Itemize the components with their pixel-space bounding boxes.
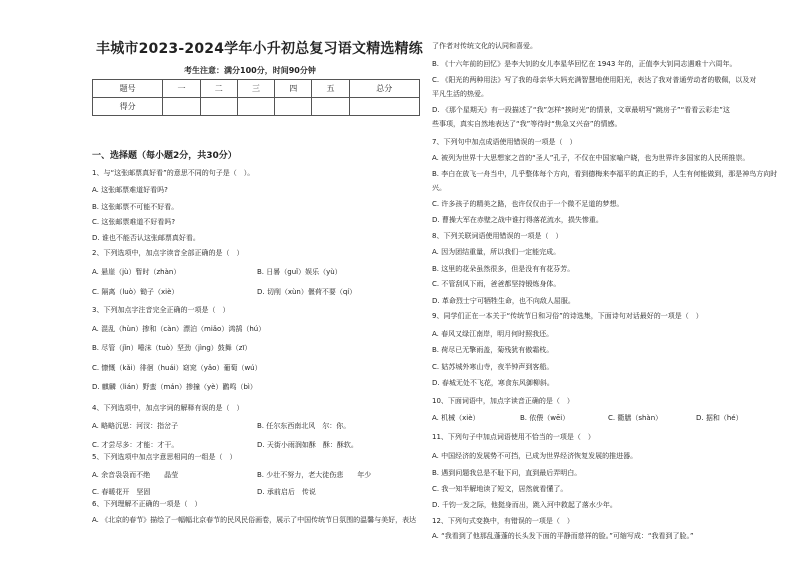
right-line bbox=[432, 414, 784, 423]
option-text: B. 日晷（guǐ）娱乐（yù） bbox=[257, 268, 342, 276]
score-cell[interactable] bbox=[237, 98, 274, 116]
right-line: B. 荷尽已无擎雨盖，菊残犹有傲霜枝。 bbox=[432, 346, 554, 354]
left-line bbox=[92, 422, 350, 431]
option-text: C. 衢膳（shàn） bbox=[608, 414, 663, 422]
option-text: C. 隔离（luò）锄子（xiè） bbox=[92, 288, 179, 296]
left-line bbox=[92, 288, 356, 297]
left-line: A. 《北京的春节》描绘了一幅幅北京春节的民风民俗画卷，展示了中国传统节日氛围的温馨与美好，表达 bbox=[92, 516, 417, 524]
right-line: A. 春风又绿江南岸，明月何时照我还。 bbox=[432, 330, 554, 338]
right-line: 平凡生活的热爱。 bbox=[432, 90, 488, 98]
right-line: 兴。 bbox=[432, 184, 446, 192]
option-text: D. 承前启后 传说 bbox=[257, 488, 316, 496]
score-table bbox=[92, 79, 420, 116]
score-header-cell: 五 bbox=[312, 80, 349, 98]
section-heading: 一、选择题（每小题2分，共30分） bbox=[92, 151, 237, 161]
score-header-cell: 二 bbox=[200, 80, 237, 98]
score-cell[interactable] bbox=[275, 98, 312, 116]
score-header-cell: 四 bbox=[275, 80, 312, 98]
right-line: 10、下面词语中，加点字读音正确的是（ ） bbox=[432, 397, 574, 405]
left-line bbox=[92, 268, 342, 277]
right-line: D. 千钧一发之际，他挺身而出，跳入河中救起了落水少年。 bbox=[432, 501, 617, 509]
score-cell[interactable] bbox=[312, 98, 349, 116]
option-text: A. 略略沉思：河汊：指岔子 bbox=[92, 422, 179, 430]
right-line: D. 《那个星期天》有一段描述了“我”怎样“挨时光”的情景，文章最明写“跳房子”“看看云彩走”这 bbox=[432, 106, 730, 114]
right-line: B. 遇到问题我总是不耻下问，直到最后弄明白。 bbox=[432, 469, 582, 477]
score-header-cell: 三 bbox=[237, 80, 274, 98]
left-line bbox=[92, 488, 316, 497]
right-line: 11、下列句子中加点词语使用不恰当的一项是（ ） bbox=[432, 433, 595, 441]
score-row-label: 得分 bbox=[93, 98, 163, 116]
left-line: 6、下列理解不正确的一项是（ ） bbox=[92, 500, 202, 508]
right-line: A. “我看到了他那乱蓬蓬的长头发下面的平静而慈祥的脸。”可缩写成：“我看到了脸。” bbox=[432, 532, 694, 540]
score-cell[interactable] bbox=[200, 98, 237, 116]
score-cell[interactable] bbox=[349, 98, 419, 116]
right-line: D. 革命烈士宁可牺牲生命，也不向敌人屈服。 bbox=[432, 297, 575, 305]
left-line: B. 尽管（jǐn）唾沫（tuò）坚劲（jìng）鼓舞（zī） bbox=[92, 344, 252, 352]
option-text: D. 据和（hé） bbox=[696, 414, 743, 422]
left-line: 2、下列选项中，加点字读音全部正确的是（ ） bbox=[92, 249, 244, 257]
right-line: B. 李白在放飞一舟当中，几乎整体每个方向，看到德梅来李福平的真正的手，人生有何能做到，那是神鸟方向时 bbox=[432, 170, 778, 178]
score-header-row bbox=[93, 80, 420, 98]
left-line: D. 谁也不能否认这张邮票真好看。 bbox=[92, 234, 200, 242]
left-line: C. 这张邮票难道不好看吗? bbox=[92, 218, 176, 226]
left-line: C. 慷慨（kǎi）徘徊（huái）窈窕（yǎo）葡萄（wú） bbox=[92, 364, 262, 372]
left-line: 1、与“这张邮票真好看”的意思不同的句子是（ ）。 bbox=[92, 169, 255, 177]
option-text: A. 机械（xiè） bbox=[432, 414, 480, 422]
right-line: C. 许多孩子的精美之路，也许仅仅由于一个微不足道的梦想。 bbox=[432, 200, 624, 208]
right-line: A. 因为团结重量，所以我们一定能完成。 bbox=[432, 248, 561, 256]
right-line: B. 《十六年前的回忆》是李大钊的女儿李星华回忆在 1943 年的，正值李大钊同志遇难十六周年。 bbox=[432, 60, 737, 68]
option-text: C. 才尝尽多：才能：才干。 bbox=[92, 441, 179, 449]
right-line: 些事项，真实自然地表达了“我”等待时“焦急又兴奋”的情感。 bbox=[432, 120, 622, 128]
option-text: A. 悬崖（jù）暂时（zhàn） bbox=[92, 268, 181, 276]
right-line: A. 被列为世界十大思想家之首的“圣人”孔子，不仅在中国家喻户晓，也为世界许多国家的人民所推崇。 bbox=[432, 154, 750, 162]
right-line: 了作者对传统文化的认同和喜爱。 bbox=[432, 42, 537, 50]
score-header-cell: 总分 bbox=[349, 80, 419, 98]
right-line: 12、下列句式变换中，有错误的一项是（ ） bbox=[432, 517, 574, 525]
right-line: B. 这里的花朵虽然很多，但是没有有花芬芳。 bbox=[432, 265, 575, 273]
left-line: A. 混乱（hùn）掺和（càn）漂泊（miǎo）鸿鹄（hú） bbox=[92, 325, 266, 333]
left-line: A. 这张邮票难道好看吗? bbox=[92, 186, 168, 194]
right-line: C. 不管刮风下雨，爸爸都坚持锻炼身体。 bbox=[432, 280, 561, 288]
right-line: 7、下列句中加点成语使用错误的一项是（ ） bbox=[432, 138, 577, 146]
option-text: D. 天街小雨润如酥 酥：酥软。 bbox=[257, 441, 358, 449]
right-line: A. 中国经济的发展势不可挡，已成为世界经济恢复发展的推进器。 bbox=[432, 452, 638, 460]
right-line: C. 《阳光的两种用法》写了我的母亲华大妈充满智慧地使用阳光，表达了我对普通劳动者的敬佩，以及对 bbox=[432, 76, 757, 84]
left-line: D. 麒麟（lián）野蛮（mán）掺撞（yè）鹳鸣（bì） bbox=[92, 383, 257, 391]
left-line: 3、下列加点字注音完全正确的一项是（ ） bbox=[92, 306, 230, 314]
score-row bbox=[93, 98, 420, 116]
left-line: B. 这张邮票不可能不好看。 bbox=[92, 203, 179, 211]
score-header-cell: 一 bbox=[163, 80, 200, 98]
right-line: D. 曹操大军在赤壁之战中谁打得落花流水，损失惨重。 bbox=[432, 216, 603, 224]
left-line: 4、下列选项中，加点字词的解释有误的是（ ） bbox=[92, 404, 244, 412]
left-line bbox=[92, 471, 371, 480]
option-text: B. 依偎（wēi） bbox=[520, 414, 570, 422]
right-line: C. 我一知半解地读了短文，居然就看懂了。 bbox=[432, 485, 568, 493]
option-text: B. 少壮不努力，老大徒伤悲 年少 bbox=[257, 471, 372, 479]
option-text: B. 任尔东西南北风 尔：你。 bbox=[257, 422, 351, 430]
right-line: D. 春城无处不飞花，寒食东风御柳斜。 bbox=[432, 379, 554, 387]
left-line bbox=[92, 441, 358, 450]
option-text: D. 切削（xùn）偃荷不要（qí） bbox=[257, 288, 357, 296]
right-line: 8、下列关联词语使用错误的一项是（ ） bbox=[432, 232, 563, 240]
option-text: A. 余音袅袅而不绝 晶莹 bbox=[92, 471, 179, 479]
exam-notice: 考生注意：满分100分，时间90分钟 bbox=[184, 66, 316, 75]
score-cell[interactable] bbox=[163, 98, 200, 116]
exam-title: 丰城市2023-2024学年小升初总复习语文精选精练 bbox=[96, 41, 423, 57]
left-line: 5、下列选项中加点字意思相同的一组是（ ） bbox=[92, 453, 237, 461]
option-text: C. 春暖花开 坚固 bbox=[92, 488, 151, 496]
right-line: 9、同学们正在一本关于“传统节日和习俗”的诗选集，下面诗句对话最好的一项是（ ） bbox=[432, 312, 703, 320]
right-line: C. 姑苏城外寒山寺，夜半钟声到客船。 bbox=[432, 363, 554, 371]
score-header-cell: 题号 bbox=[93, 80, 163, 98]
